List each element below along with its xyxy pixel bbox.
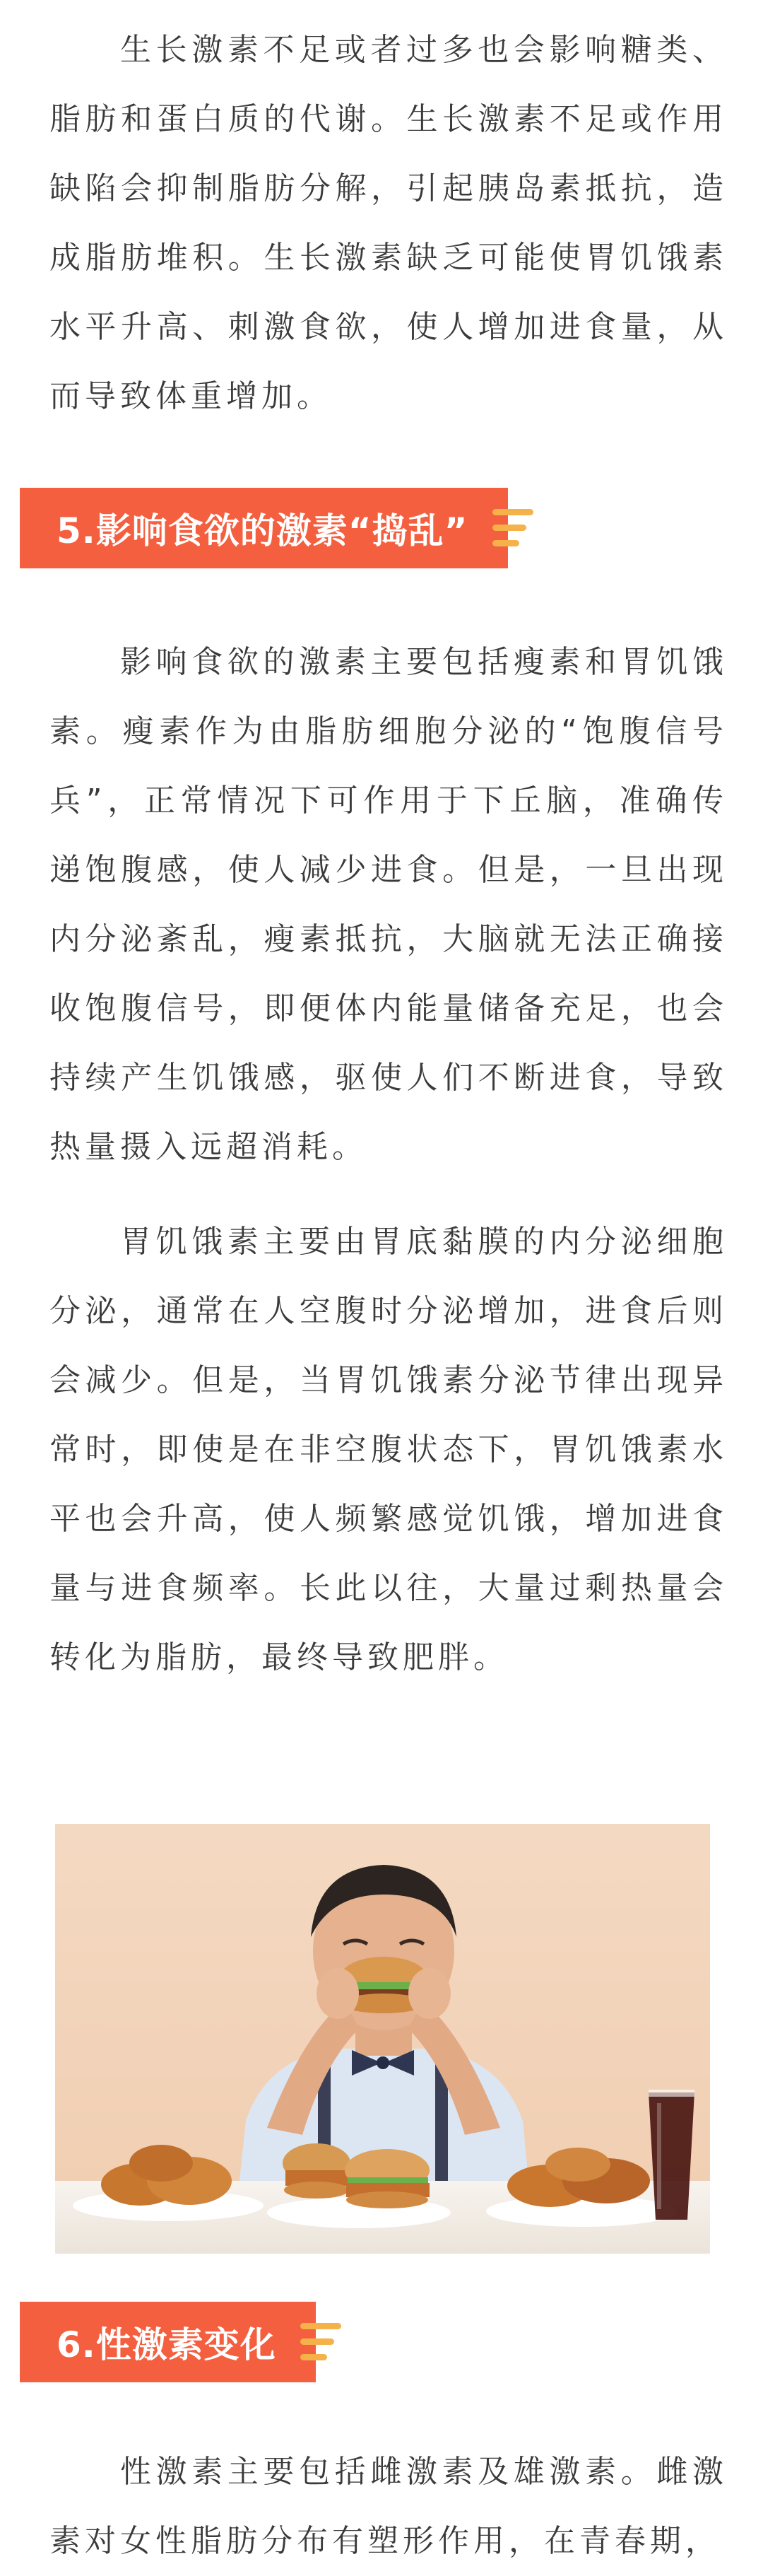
paragraph-growth-hormone: 生长激素不足或者过多也会影响糖类、脂肪和蛋白质的代谢。生长激素不足或作用缺陷会抑制脂肪分解，引起胰岛素抵抗，造成脂肪堆积。生长激素缺乏可能使胃饥饿素水平升高、刺激食欲，使人增加进食量，从而导致体重增加。: [49, 32, 728, 414]
paragraph-ghrelin: 胃饥饿素主要由胃底黏膜的内分泌细胞分泌，通常在人空腹时分泌增加，进食后则会减少。但是，当胃饥饿素分泌节律出现异常时，即使是在非空腹状态下，胃饥饿素水平也会升高，使人频繁感觉饥饿，增加进食量与进食频率。长此以往，大量过剩热量会转化为脂肪，最终导致肥胖。: [49, 1224, 728, 1675]
section-heading-5: [20, 488, 542, 568]
section-heading-6-label: 6.性激素变化: [20, 2302, 316, 2382]
paragraph-sex-hormones: 性激素主要包括雌激素及雄激素。雌激素对女性脂肪分布有塑形作用，在青春期，: [49, 2454, 728, 2559]
triple-line-icon: [492, 488, 542, 568]
section-heading-5-label: 5.影响食欲的激素“捣乱”: [20, 488, 508, 568]
triple-line-icon: [300, 2302, 350, 2382]
photo-man-eating-fast-food: [55, 1824, 710, 2254]
section-heading-6: [20, 2302, 350, 2382]
paragraph-appetite-hormones: 影响食欲的激素主要包括瘦素和胃饥饿素。瘦素作为由脂肪细胞分泌的“饱腹信号兵”，正常情况下可作用于下丘脑，准确传递饱腹感，使人减少进食。但是，一旦出现内分泌紊乱，瘦素抵抗，大脑就无法正确接收饱腹信号，即便体内能量储备充足，也会持续产生饥饿感，驱使人们不断进食，导致热量摄入远超消耗。: [49, 644, 728, 1165]
